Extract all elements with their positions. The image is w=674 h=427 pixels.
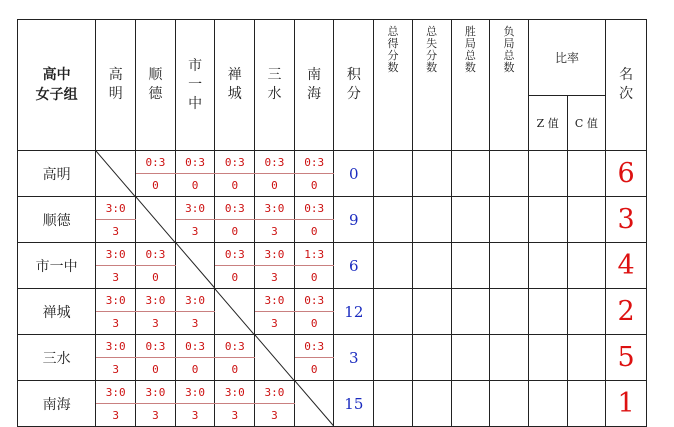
column-header-1 — [136, 20, 176, 151]
wins-total-cell — [451, 243, 490, 289]
wins-total-cell — [451, 381, 490, 427]
corner-header — [18, 20, 96, 151]
total-scored-cell — [374, 289, 413, 335]
match-points: 3 — [175, 220, 215, 243]
match-points: 0 — [215, 220, 255, 243]
ratio-header: 比率 — [528, 20, 605, 96]
match-score: 3:0 — [255, 289, 295, 312]
standings-table — [17, 19, 647, 427]
losses-total-cell — [490, 197, 529, 243]
team-name: 南海 — [18, 381, 96, 427]
match-points: 3 — [96, 358, 136, 381]
header-char: 顺 — [148, 67, 163, 83]
match-score: 3:0 — [215, 381, 255, 404]
match-score: 3:0 — [255, 381, 295, 404]
header-char: 分 — [426, 49, 438, 62]
team-points: 12 — [334, 289, 374, 335]
header-char: 海 — [307, 86, 322, 102]
c-value-cell — [567, 151, 606, 197]
z-value-header: Z 值 — [528, 96, 567, 151]
corner-line-2: 女子组 — [35, 87, 78, 103]
diagonal-line — [136, 197, 175, 242]
header-char: 负 — [503, 25, 515, 38]
match-points: 3 — [96, 312, 136, 335]
header-char: 城 — [227, 86, 242, 102]
header-char: 积 — [346, 67, 361, 83]
header-char: 分 — [346, 86, 361, 102]
match-score: 0:3 — [294, 151, 334, 174]
header-char: 总 — [387, 25, 399, 38]
header-char: 一 — [188, 76, 203, 93]
total-scored-cell — [374, 243, 413, 289]
match-points: 3 — [255, 404, 295, 427]
match-score: 0:3 — [215, 151, 255, 174]
match-points: 3 — [255, 266, 295, 289]
match-points: 3 — [96, 220, 136, 243]
match-points: 3 — [175, 312, 215, 335]
header-char: 高 — [108, 67, 123, 83]
team-name: 市一中 — [18, 243, 96, 289]
header-char: 数 — [426, 61, 438, 74]
match-points: 0 — [136, 358, 176, 381]
header-char: 总 — [426, 25, 438, 38]
match-points: 0 — [294, 266, 334, 289]
match-score: 3:0 — [175, 289, 215, 312]
team-points: 15 — [334, 381, 374, 427]
match-score: 0:3 — [255, 151, 295, 174]
diagonal-cell — [215, 289, 255, 335]
header-char: 南 — [307, 67, 322, 83]
z-value-cell — [528, 151, 567, 197]
team-row — [18, 289, 647, 312]
team-rank: 5 — [606, 335, 647, 381]
match-points: 3 — [96, 266, 136, 289]
match-score: 0:3 — [294, 335, 334, 358]
c-value-cell — [567, 381, 606, 427]
total-conceded-header — [412, 20, 451, 151]
match-points: 3 — [136, 312, 176, 335]
match-points: 3 — [136, 404, 176, 427]
team-name: 高明 — [18, 151, 96, 197]
corner-line-1: 高中 — [42, 67, 71, 83]
wins-total-cell — [451, 289, 490, 335]
diagonal-cell — [96, 151, 136, 197]
match-points: 0 — [294, 358, 334, 381]
match-points: 0 — [294, 312, 334, 335]
diagonal-cell — [136, 197, 176, 243]
wins-total-cell — [451, 197, 490, 243]
header-char: 局 — [503, 37, 515, 50]
diagonal-line — [255, 335, 294, 380]
z-value-cell — [528, 381, 567, 427]
team-row — [18, 381, 647, 404]
standings-table-wrapper — [17, 19, 647, 422]
header-char: 总 — [464, 49, 476, 62]
losses-total-cell — [490, 243, 529, 289]
header-char: 明 — [108, 86, 123, 102]
header-char: 失 — [426, 37, 438, 50]
c-value-cell — [567, 243, 606, 289]
z-value-cell — [528, 335, 567, 381]
match-points: 0 — [215, 358, 255, 381]
team-name: 禅城 — [18, 289, 96, 335]
wins-total-cell — [451, 151, 490, 197]
total-conceded-cell — [412, 243, 451, 289]
header-char: 局 — [464, 37, 476, 50]
team-rank: 3 — [606, 197, 647, 243]
team-points: 6 — [334, 243, 374, 289]
total-conceded-cell — [412, 289, 451, 335]
diagonal-line — [176, 243, 215, 288]
column-header-4 — [255, 20, 295, 151]
match-score: 3:0 — [96, 243, 136, 266]
diagonal-stroke — [255, 335, 294, 380]
header-char: 中 — [188, 95, 203, 112]
header-row — [18, 20, 647, 96]
match-score: 3:0 — [255, 197, 295, 220]
wins-total-header — [451, 20, 490, 151]
team-rank: 2 — [606, 289, 647, 335]
header-char: 次 — [619, 86, 634, 102]
total-conceded-cell — [412, 151, 451, 197]
match-points: 0 — [294, 174, 334, 197]
total-scored-cell — [374, 197, 413, 243]
column-header-0 — [96, 20, 136, 151]
standings-body — [18, 151, 647, 427]
header-char: 胜 — [464, 25, 476, 38]
diagonal-cell — [175, 243, 215, 289]
match-points: 0 — [175, 174, 215, 197]
c-value-cell — [567, 335, 606, 381]
total-conceded-cell — [412, 381, 451, 427]
match-score: 0:3 — [136, 335, 176, 358]
losses-total-cell — [490, 381, 529, 427]
header-char: 三 — [267, 67, 282, 83]
match-score: 3:0 — [96, 197, 136, 220]
wins-total-cell — [451, 335, 490, 381]
match-score: 3:0 — [96, 335, 136, 358]
diagonal-cell — [294, 381, 334, 427]
column-header-5 — [294, 20, 334, 151]
header-char: 德 — [148, 86, 163, 102]
diagonal-line — [96, 151, 135, 196]
total-conceded-cell — [412, 335, 451, 381]
rank-header — [606, 20, 647, 151]
z-value-cell — [528, 197, 567, 243]
losses-total-cell — [490, 335, 529, 381]
team-name: 三水 — [18, 335, 96, 381]
match-points: 0 — [175, 358, 215, 381]
match-score: 0:3 — [215, 197, 255, 220]
match-score: 0:3 — [294, 197, 334, 220]
diagonal-stroke — [295, 381, 334, 426]
match-points: 3 — [175, 404, 215, 427]
header-char: 数 — [503, 61, 515, 74]
match-points: 3 — [215, 404, 255, 427]
team-rank: 1 — [606, 381, 647, 427]
match-points: 0 — [136, 266, 176, 289]
match-points: 0 — [255, 174, 295, 197]
c-value-cell — [567, 289, 606, 335]
total-scored-header — [374, 20, 413, 151]
diagonal-stroke — [96, 151, 135, 196]
match-score: 3:0 — [175, 381, 215, 404]
header-char: 数 — [464, 61, 476, 74]
c-value-header: C 值 — [567, 96, 606, 151]
match-points: 3 — [96, 404, 136, 427]
header-char: 禅 — [227, 67, 242, 83]
match-points: 3 — [255, 220, 295, 243]
header-char: 水 — [267, 86, 282, 102]
diagonal-line — [295, 381, 334, 426]
losses-total-cell — [490, 151, 529, 197]
diagonal-stroke — [215, 289, 254, 334]
c-value-cell — [567, 197, 606, 243]
match-score: 0:3 — [215, 335, 255, 358]
points-header — [334, 20, 374, 151]
match-score: 0:3 — [136, 151, 176, 174]
header-char: 数 — [387, 61, 399, 74]
z-value-cell — [528, 243, 567, 289]
total-scored-cell — [374, 335, 413, 381]
match-score: 3:0 — [175, 197, 215, 220]
losses-total-cell — [490, 289, 529, 335]
match-score: 0:3 — [136, 243, 176, 266]
match-points: 0 — [136, 174, 176, 197]
header-char: 名 — [619, 67, 634, 83]
match-score: 1:3 — [294, 243, 334, 266]
header-char: 得 — [387, 37, 399, 50]
match-score: 0:3 — [175, 151, 215, 174]
header-char: 市 — [188, 57, 203, 74]
header-char: 分 — [387, 49, 399, 62]
team-points: 3 — [334, 335, 374, 381]
match-points: 0 — [294, 220, 334, 243]
diagonal-stroke — [136, 197, 175, 242]
losses-total-header — [490, 20, 529, 151]
match-score: 3:0 — [96, 381, 136, 404]
team-row — [18, 197, 647, 220]
column-header-3 — [215, 20, 255, 151]
team-rank: 4 — [606, 243, 647, 289]
match-score: 3:0 — [136, 381, 176, 404]
diagonal-line — [215, 289, 254, 334]
team-points: 9 — [334, 197, 374, 243]
match-score: 3:0 — [136, 289, 176, 312]
total-scored-cell — [374, 381, 413, 427]
match-score: 3:0 — [255, 243, 295, 266]
match-points: 0 — [215, 174, 255, 197]
z-value-cell — [528, 289, 567, 335]
match-score: 3:0 — [96, 289, 136, 312]
match-score: 0:3 — [215, 243, 255, 266]
team-row — [18, 151, 647, 174]
team-row — [18, 335, 647, 358]
match-score: 0:3 — [175, 335, 215, 358]
match-score: 0:3 — [294, 289, 334, 312]
diagonal-cell — [255, 335, 295, 381]
match-points: 3 — [255, 312, 295, 335]
team-rank: 6 — [606, 151, 647, 197]
total-conceded-cell — [412, 197, 451, 243]
diagonal-stroke — [176, 243, 215, 288]
match-points: 0 — [215, 266, 255, 289]
team-points: 0 — [334, 151, 374, 197]
team-name: 顺德 — [18, 197, 96, 243]
total-scored-cell — [374, 151, 413, 197]
column-header-2 — [175, 20, 215, 151]
header-char: 总 — [503, 49, 515, 62]
team-row — [18, 243, 647, 266]
